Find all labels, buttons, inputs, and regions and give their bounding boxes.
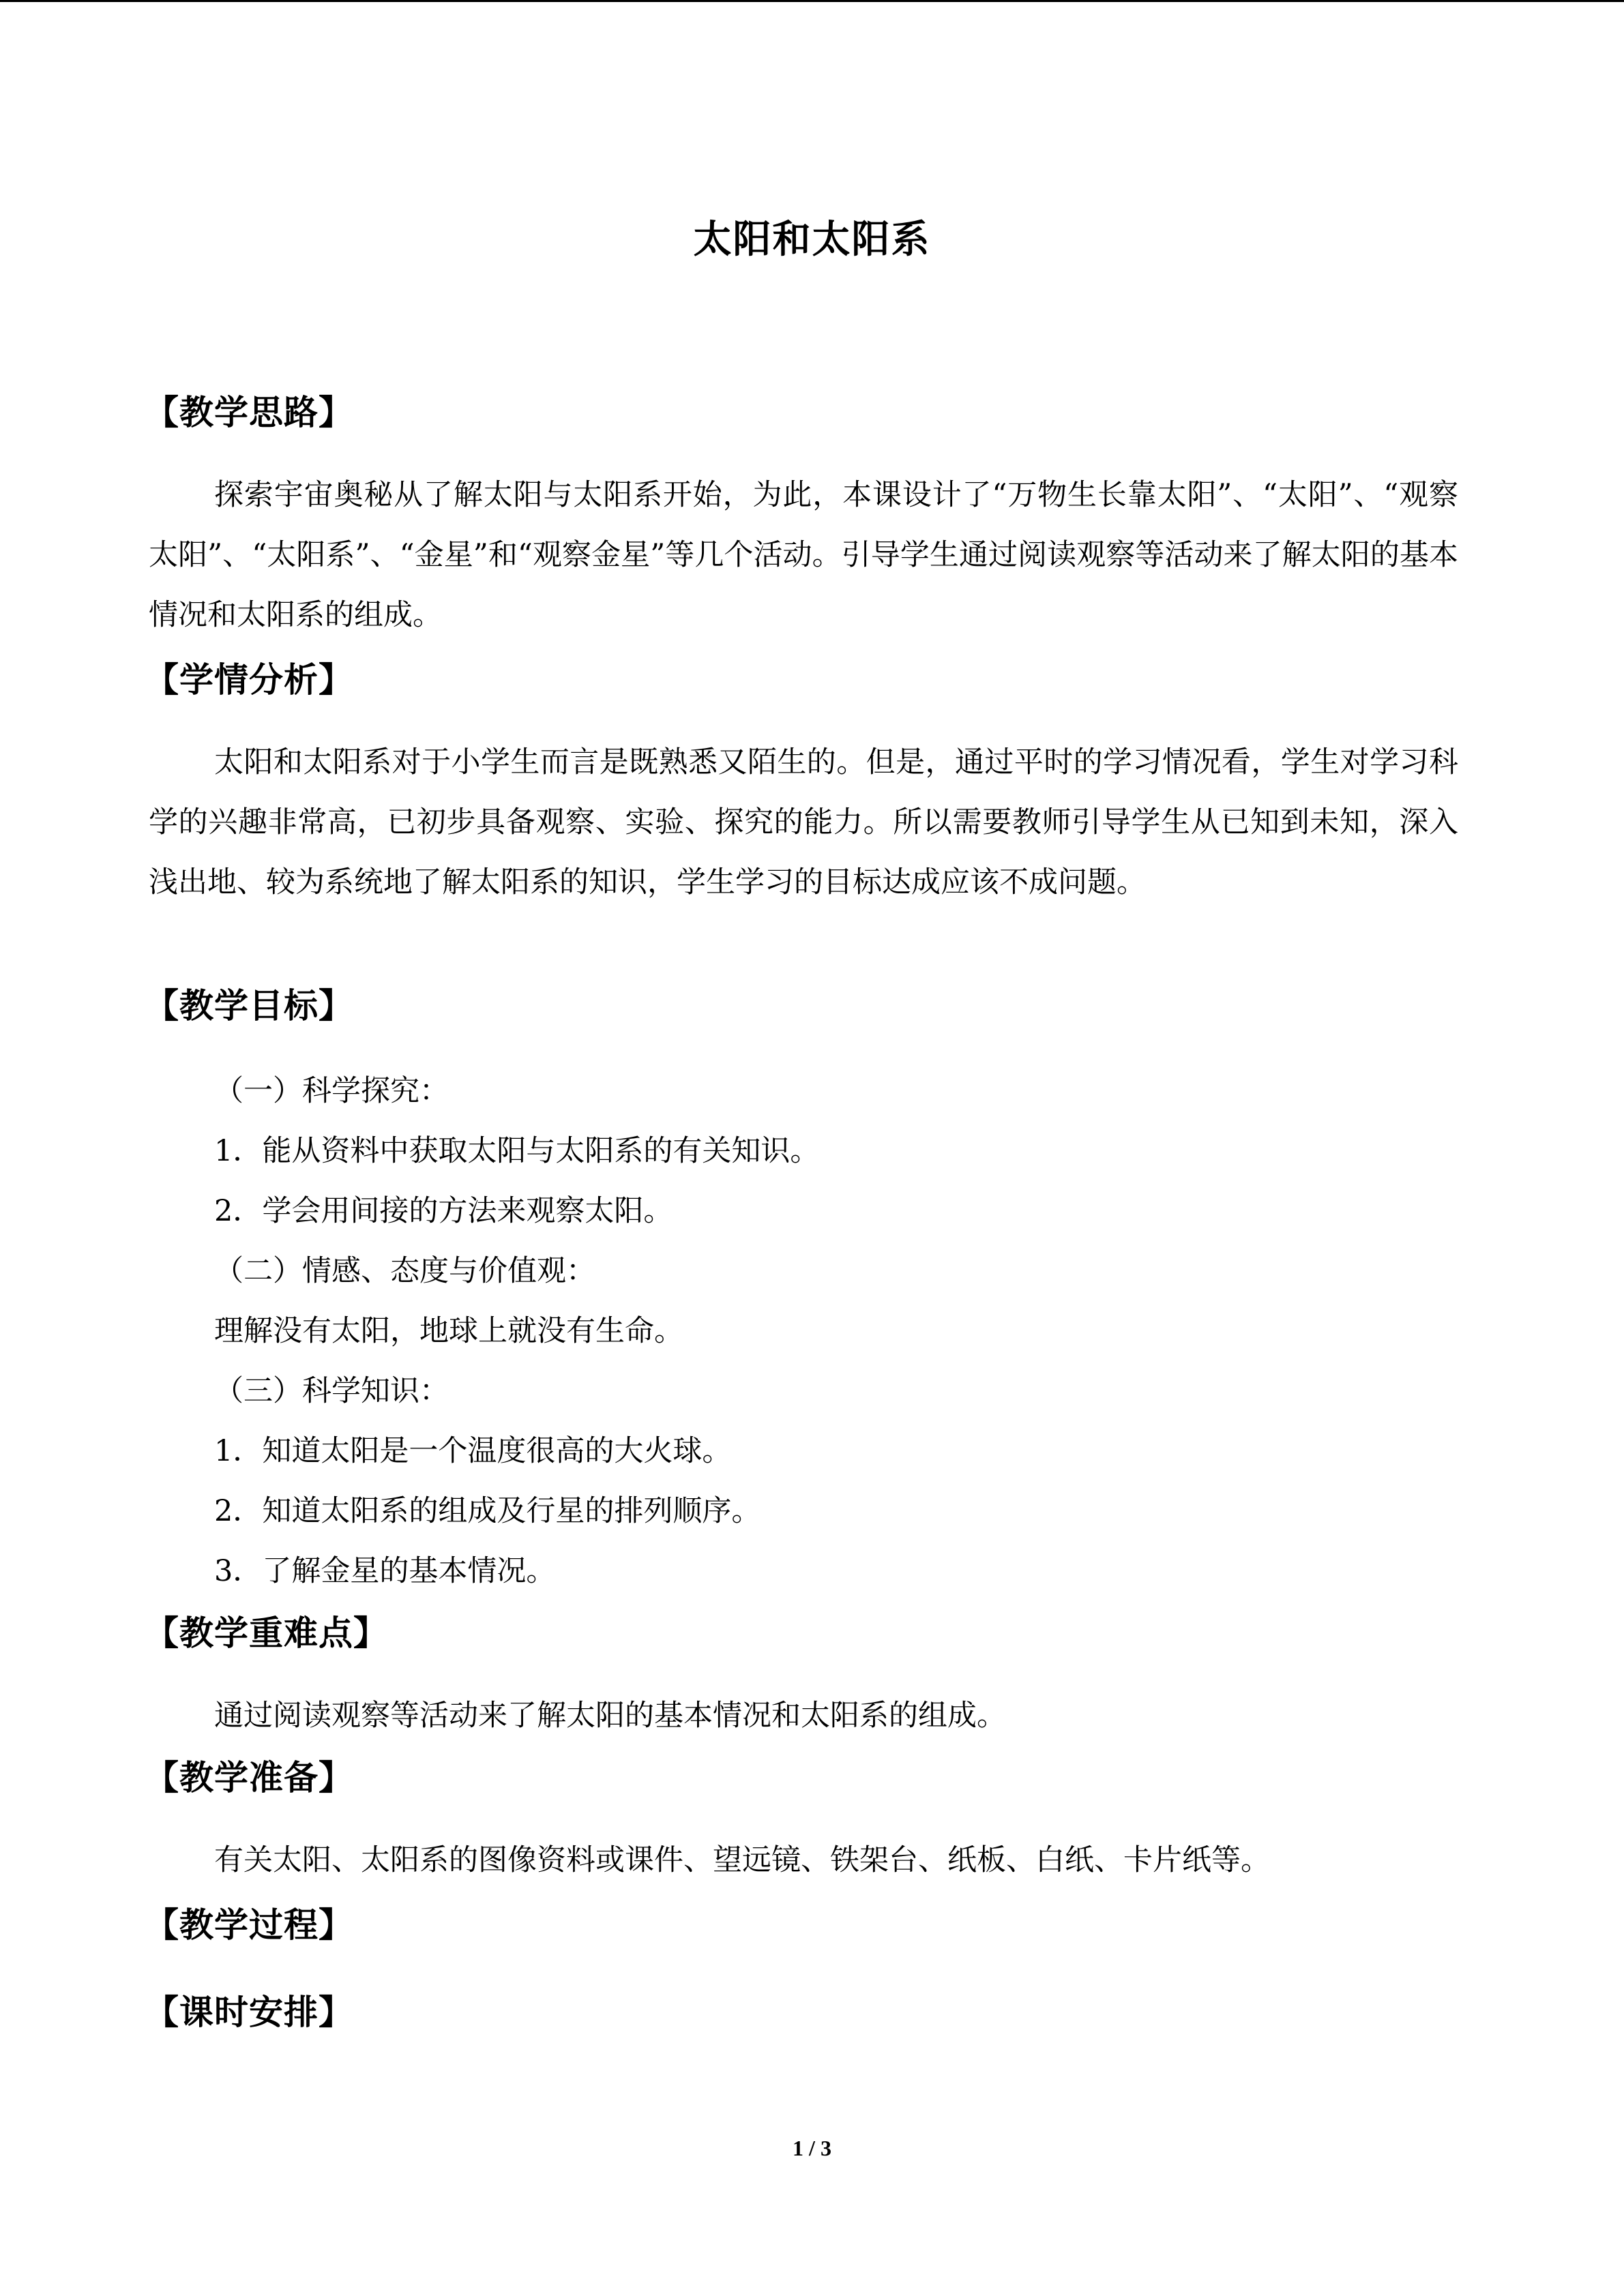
preparation-text: 有关太阳、太阳系的图像资料或课件、望远镜、铁架台、纸板、白纸、卡片纸等。: [214, 1843, 1270, 1877]
goal-item: 2．知道太阳系的组成及行星的排列顺序。: [214, 1494, 761, 1528]
learner-analysis-paragraph: 太阳和太阳系对于小学生而言是既熟悉又陌生的。但是，通过平时的学习情况看，学生对学习科学的兴趣非常高，已初步具备观察、实验、探究的能力。所以需要教师引导学生从已知到未知，深入浅出地、较为系统地了解太阳系的知识，学生学习的目标达成应该不成问题。: [149, 745, 1458, 899]
section-heading-key-points: 【教学重难点】: [145, 1613, 388, 1653]
teaching-idea-paragraph: 探索宇宙奥秘从了解太阳与太阳系开始，为此，本课设计了“万物生长靠太阳”、“太阳”、“观察太阳”、“太阳系”、“金星”和“观察金星”等几个活动。引导学生通过阅读观察等活动来了解太阳的基本情况和太阳系的组成。: [149, 478, 1458, 632]
section-heading-preparation: 【教学准备】: [145, 1758, 353, 1798]
section-heading-process: 【教学过程】: [145, 1905, 353, 1945]
page-title: 太阳和太阳系: [693, 218, 931, 262]
goal-subheading-values: （二）情感、态度与价值观：: [214, 1254, 595, 1288]
goal-item: 1．能从资料中获取太阳与太阳系的有关知识。: [214, 1134, 820, 1168]
goal-subheading-inquiry: （一）科学探究：: [214, 1074, 449, 1108]
goal-item: 1．知道太阳是一个温度很高的大火球。: [214, 1434, 732, 1468]
section-heading-teaching-idea: 【教学思路】: [145, 393, 353, 432]
key-points-text: 通过阅读观察等活动来了解太阳的基本情况和太阳系的组成。: [214, 1699, 1006, 1733]
section-heading-schedule: 【课时安排】: [145, 1993, 353, 2032]
section-heading-teaching-goals: 【教学目标】: [145, 986, 353, 1026]
goal-subheading-knowledge: （三）科学知识：: [214, 1374, 449, 1408]
goal-item: 2．学会用间接的方法来观察太阳。: [214, 1194, 673, 1228]
goal-item: 3．了解金星的基本情况。: [214, 1554, 556, 1588]
section-heading-learner-analysis: 【学情分析】: [145, 660, 353, 700]
page-number: 1 / 3: [793, 2136, 831, 2160]
goal-item: 理解没有太阳，地球上就没有生命。: [214, 1314, 683, 1348]
